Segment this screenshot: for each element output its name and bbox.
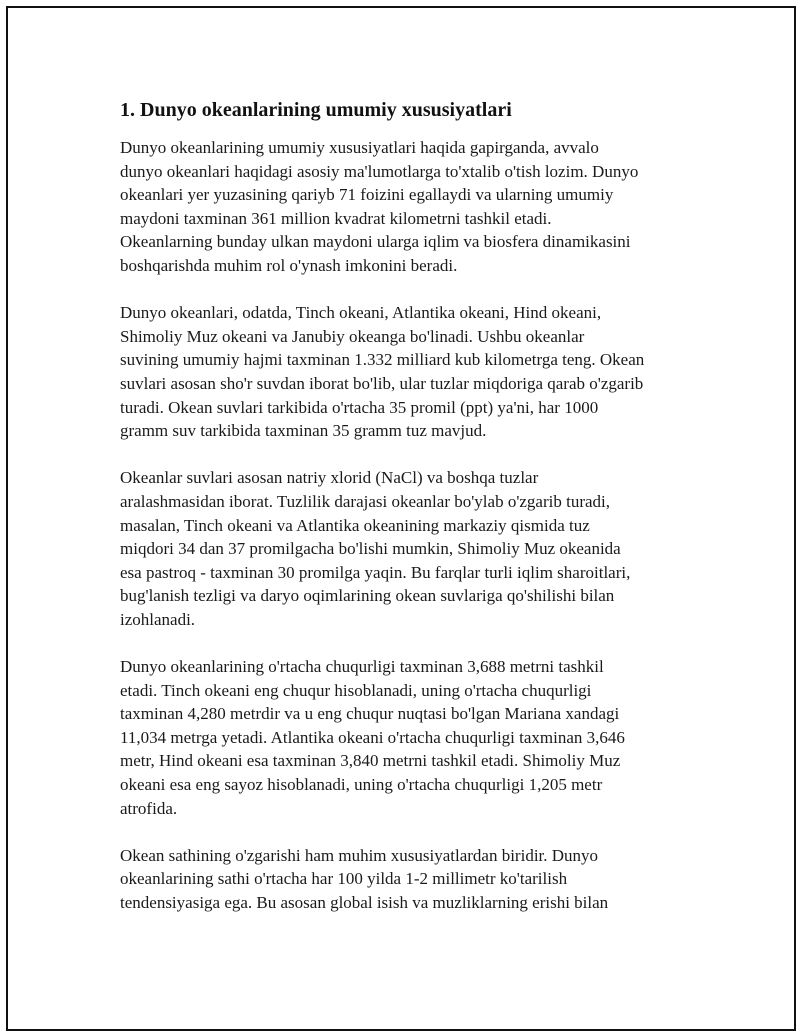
- paragraph-line: suvining umumiy hajmi taxminan 1.332 milliard kub kilometrga teng. Okean: [120, 350, 645, 370]
- paragraph-line: atrofida.: [120, 798, 178, 818]
- document-page: [6, 6, 796, 1031]
- paragraph-line: miqdori 34 dan 37 promilgacha bo'lishi mumkin, Shimoliy Muz okeanida: [120, 539, 621, 559]
- paragraph-2: [120, 301, 696, 443]
- paragraph-line: esa pastroq - taxminan 30 promilga yaqin. Bu farqlar turli iqlim sharoitlari,: [120, 562, 631, 582]
- paragraph-5: [120, 844, 696, 915]
- paragraph-line: etadi. Tinch okeani eng chuqur hisoblanadi, uning o'rtacha chuqurligi: [120, 680, 592, 700]
- paragraph-line: Okean sathining o'zgarishi ham muhim xususiyatlardan biridir. Dunyo: [120, 845, 599, 865]
- paragraph-line: Okeanlarning bunday ulkan maydoni ularga iqlim va biosfera dinamikasini: [120, 232, 631, 252]
- paragraph-line: bug'lanish tezligi va daryo oqimlarining okean suvlariga qo'shilishi bilan: [120, 586, 615, 606]
- paragraph-line: okeanlari yer yuzasining qariyb 71 foizini egallaydi va ularning umumiy: [120, 185, 614, 205]
- section-heading: 1. Dunyo okeanlarining umumiy xususiyatlari: [120, 99, 512, 121]
- paragraph-4: [120, 655, 696, 820]
- paragraph-line: gramm suv tarkibida taxminan 35 gramm tuz mavjud.: [120, 421, 487, 441]
- paragraph-line: metr, Hind okeani esa taxminan 3,840 metrni tashkil etadi. Shimoliy Muz: [120, 751, 621, 771]
- paragraph-line: Dunyo okeanlarining umumiy xususiyatlari haqida gapirganda, avvalo: [120, 138, 599, 157]
- paragraph-line: tendensiyasiga ega. Bu asosan global isish va muzliklarning erishi bilan: [120, 893, 609, 912]
- paragraph-line: aralashmasidan iborat. Tuzlilik darajasi okeanlar bo'ylab o'zgarib turadi,: [120, 491, 611, 511]
- paragraph-line: okeanlarining sathi o'rtacha har 100 yilda 1-2 millimetr ko'tarilish: [120, 869, 568, 889]
- paragraph-line: taxminan 4,280 metrdir va u eng chuqur nuqtasi bo'lgan Mariana xandagi: [120, 704, 620, 724]
- paragraph-line: suvlari asosan sho'r suvdan iborat bo'lib, ular tuzlar miqdoriga qarab o'zgarib: [120, 373, 644, 393]
- paragraph-line: masalan, Tinch okeani va Atlantika okeanining markaziy qismida tuz: [120, 515, 590, 535]
- paragraph-line: maydoni taxminan 361 million kvadrat kilometrni tashkil etadi.: [120, 208, 552, 228]
- paragraph-1: [120, 136, 696, 278]
- paragraph-line: Shimoliy Muz okeani va Janubiy okeanga bo'linadi. Ushbu okeanlar: [120, 326, 585, 346]
- paragraph-line: dunyo okeanlari haqidagi asosiy ma'lumotlarga to'xtalib o'tish lozim. Dunyo: [120, 161, 639, 181]
- document-body: [120, 96, 696, 938]
- paragraph-line: boshqarishda muhim rol o'ynash imkonini beradi.: [120, 255, 458, 275]
- paragraph-3: [120, 466, 696, 631]
- paragraph-line: okeani esa eng sayoz hisoblanadi, uning o'rtacha chuqurligi 1,205 metr: [120, 775, 603, 795]
- paragraph-line: izohlanadi.: [120, 609, 196, 629]
- paragraph-line: 11,034 metrga yetadi. Atlantika okeani o'rtacha chuqurligi taxminan 3,646: [120, 727, 625, 747]
- paragraph-line: Okeanlar suvlari asosan natriy xlorid (NaCl) va boshqa tuzlar: [120, 468, 539, 488]
- paragraph-line: turadi. Okean suvlari tarkibida o'rtacha 35 promil (ppt) ya'ni, har 1000: [120, 397, 599, 417]
- paragraphs-container: [120, 136, 696, 915]
- paragraph-line: Dunyo okeanlarining o'rtacha chuqurligi taxminan 3,688 metrni tashkil: [120, 657, 604, 677]
- paragraph-line: Dunyo okeanlari, odatda, Tinch okeani, Atlantika okeani, Hind okeani,: [120, 303, 602, 323]
